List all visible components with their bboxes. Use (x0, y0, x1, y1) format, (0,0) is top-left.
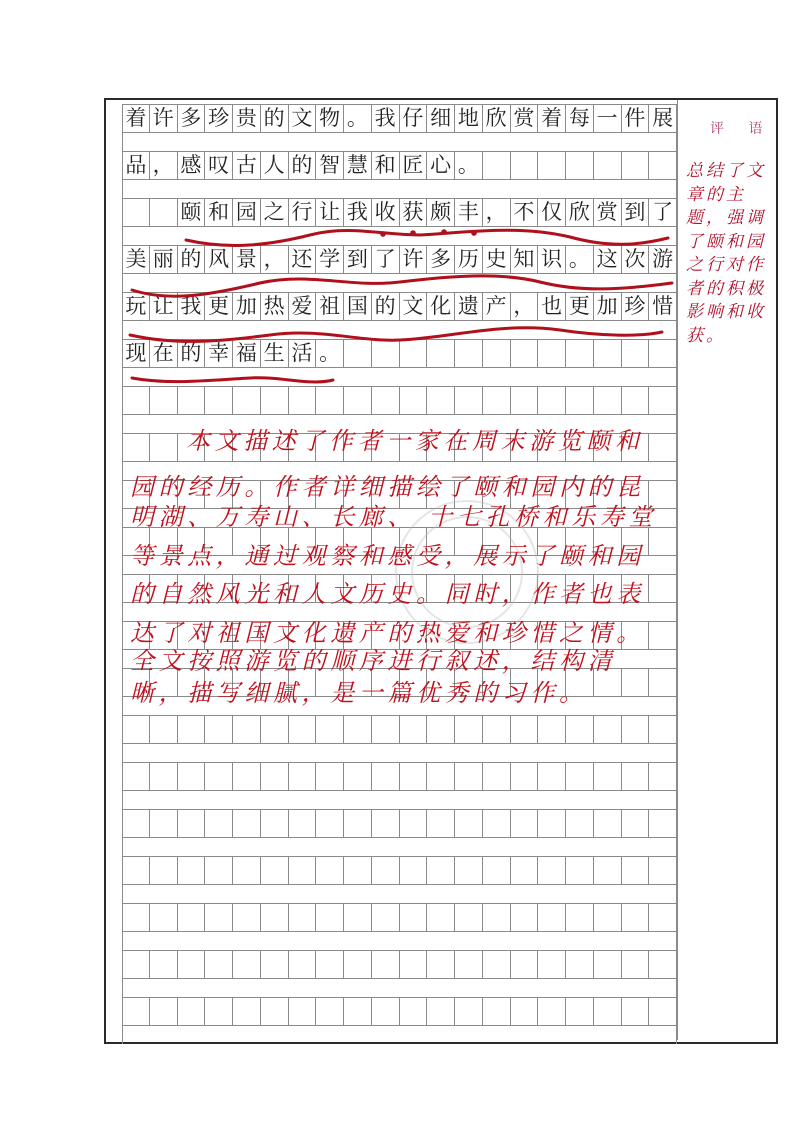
grid-cell: 欣 (566, 199, 594, 226)
grid-cell: 游 (649, 246, 677, 273)
grid-cell: 我 (372, 105, 400, 132)
grid-cell: 更 (205, 293, 233, 320)
grid-cell: 风 (205, 246, 233, 273)
grid-cell: 爱 (289, 293, 317, 320)
grid-cell: 在 (150, 340, 178, 367)
grid-cell: 幸 (205, 340, 233, 367)
grid-cell: 赏 (511, 105, 539, 132)
grid-cell: 。 (566, 246, 594, 273)
grid-cell: 仅 (538, 199, 566, 226)
grid-cell: 许 (400, 246, 428, 273)
grid-cell: 祖 (316, 293, 344, 320)
review-line: 本文描述了作者一家在周末游览颐和 (186, 427, 644, 455)
grid-cell: 人 (261, 152, 289, 179)
grid-cell: 了 (649, 199, 677, 226)
grid-cell: 颐 (178, 199, 206, 226)
grid-cell: 学 (316, 246, 344, 273)
grid-cell: 获 (400, 199, 428, 226)
comment-title: 评 语 (710, 121, 773, 137)
grid-cell: 美 (122, 246, 150, 273)
grid-cell: 智 (316, 152, 344, 179)
grid-cell: 福 (233, 340, 261, 367)
grid-cell: 生 (261, 340, 289, 367)
grid-cell: 之 (261, 199, 289, 226)
grid-cell: 加 (594, 293, 622, 320)
grid-cell: 也 (538, 293, 566, 320)
grid-cell: 行 (289, 199, 317, 226)
review-line: 达了对祖国文化遗产的热爱和珍惜之情。 (130, 619, 645, 647)
grid-cell: 收 (372, 199, 400, 226)
grid-cell: 的 (178, 340, 206, 367)
grid-cell: 展 (649, 105, 677, 132)
grid-cell: 了 (372, 246, 400, 273)
grid-cell: 多 (178, 105, 206, 132)
grid-cell: 的 (178, 246, 206, 273)
grid-cell: 颇 (427, 199, 455, 226)
grid-cell: 国 (344, 293, 372, 320)
grid-cell: 地 (455, 105, 483, 132)
grid-cell: 现 (122, 340, 150, 367)
grid-cell: 产 (483, 293, 511, 320)
grid-cell: 丰 (455, 199, 483, 226)
grid-cell: 不 (511, 199, 539, 226)
grid-cell: 到 (344, 246, 372, 273)
grid-cell: 的 (372, 293, 400, 320)
grid-cell: 遗 (455, 293, 483, 320)
grid-cell: 次 (622, 246, 650, 273)
grid-cell: 识 (538, 246, 566, 273)
grid-cell: ， (511, 293, 539, 320)
grid-cell: 着 (538, 105, 566, 132)
review-line: 全文按照游览的顺序进行叙述，结构清 (130, 647, 617, 675)
grid-cell: 多 (427, 246, 455, 273)
grid-cell: 品 (122, 152, 150, 179)
grid-cell: 更 (566, 293, 594, 320)
grid-cell: 件 (622, 105, 650, 132)
review-line: 的自然风光和人文历史。同时，作者也表 (130, 580, 645, 608)
grid-cell: 化 (427, 293, 455, 320)
grid-cell: 。 (316, 340, 344, 367)
grid-cell: ， (483, 199, 511, 226)
grid-cell: 到 (622, 199, 650, 226)
grid-cell: 古 (233, 152, 261, 179)
review-line: 明湖、万寿山、长廊、 十七孔桥和乐寿堂 (130, 503, 658, 531)
grid-cell: 这 (594, 246, 622, 273)
grid-cell: 的 (289, 152, 317, 179)
grid-cell: 史 (483, 246, 511, 273)
grid-cell: 心 (427, 152, 455, 179)
grid-cell: 热 (261, 293, 289, 320)
grid-cell: ， (150, 152, 178, 179)
grid-cell: 物 (316, 105, 344, 132)
grid-cell: 珍 (205, 105, 233, 132)
grid-cell: 我 (344, 199, 372, 226)
grid-cell: 的 (261, 105, 289, 132)
grid-cell: 文 (400, 293, 428, 320)
grid-cell: 文 (289, 105, 317, 132)
grid-cell: 细 (427, 105, 455, 132)
grid-cell: 玩 (122, 293, 150, 320)
grid-cell: 许 (150, 105, 178, 132)
grid-cell: 还 (289, 246, 317, 273)
review-line: 等景点，通过观察和感受，展示了颐和园 (130, 542, 645, 570)
grid-cell: 着 (122, 105, 150, 132)
grid-cell: 。 (455, 152, 483, 179)
grid-cell: 园 (233, 199, 261, 226)
grid-cell: 活 (289, 340, 317, 367)
grid-cell: 感 (178, 152, 206, 179)
grid-cell: 欣 (483, 105, 511, 132)
grid-cell: 和 (205, 199, 233, 226)
grid-cell: 历 (455, 246, 483, 273)
review-line: 园的经历。作者详细描绘了颐和园内的昆 (130, 473, 645, 501)
grid-cell: 丽 (150, 246, 178, 273)
grid-cell: 贵 (233, 105, 261, 132)
grid-cell: 慧 (344, 152, 372, 179)
grid-cell: 和 (372, 152, 400, 179)
grid-cell: 让 (150, 293, 178, 320)
grid-cell: 一 (594, 105, 622, 132)
grid-cell: 珍 (622, 293, 650, 320)
review-line: 晰，描写细腻，是一篇优秀的习作。 (130, 679, 588, 707)
grid-cell: ， (261, 246, 289, 273)
grid-cell: 景 (233, 246, 261, 273)
grid-cell: 仔 (400, 105, 428, 132)
grid-cell: 匠 (400, 152, 428, 179)
grid-cell: 惜 (649, 293, 677, 320)
grid-cell: 让 (316, 199, 344, 226)
grid-cell: 我 (178, 293, 206, 320)
grid-cell: 。 (344, 105, 372, 132)
grid-cell: 每 (566, 105, 594, 132)
teacher-comment: 总结了文章的主题，强调了颐和园之行对作者的积极影响和收获。 (686, 161, 766, 346)
grid-cell: 赏 (594, 199, 622, 226)
grid-cell: 知 (511, 246, 539, 273)
grid-cell: 加 (233, 293, 261, 320)
grid-cell: 叹 (205, 152, 233, 179)
